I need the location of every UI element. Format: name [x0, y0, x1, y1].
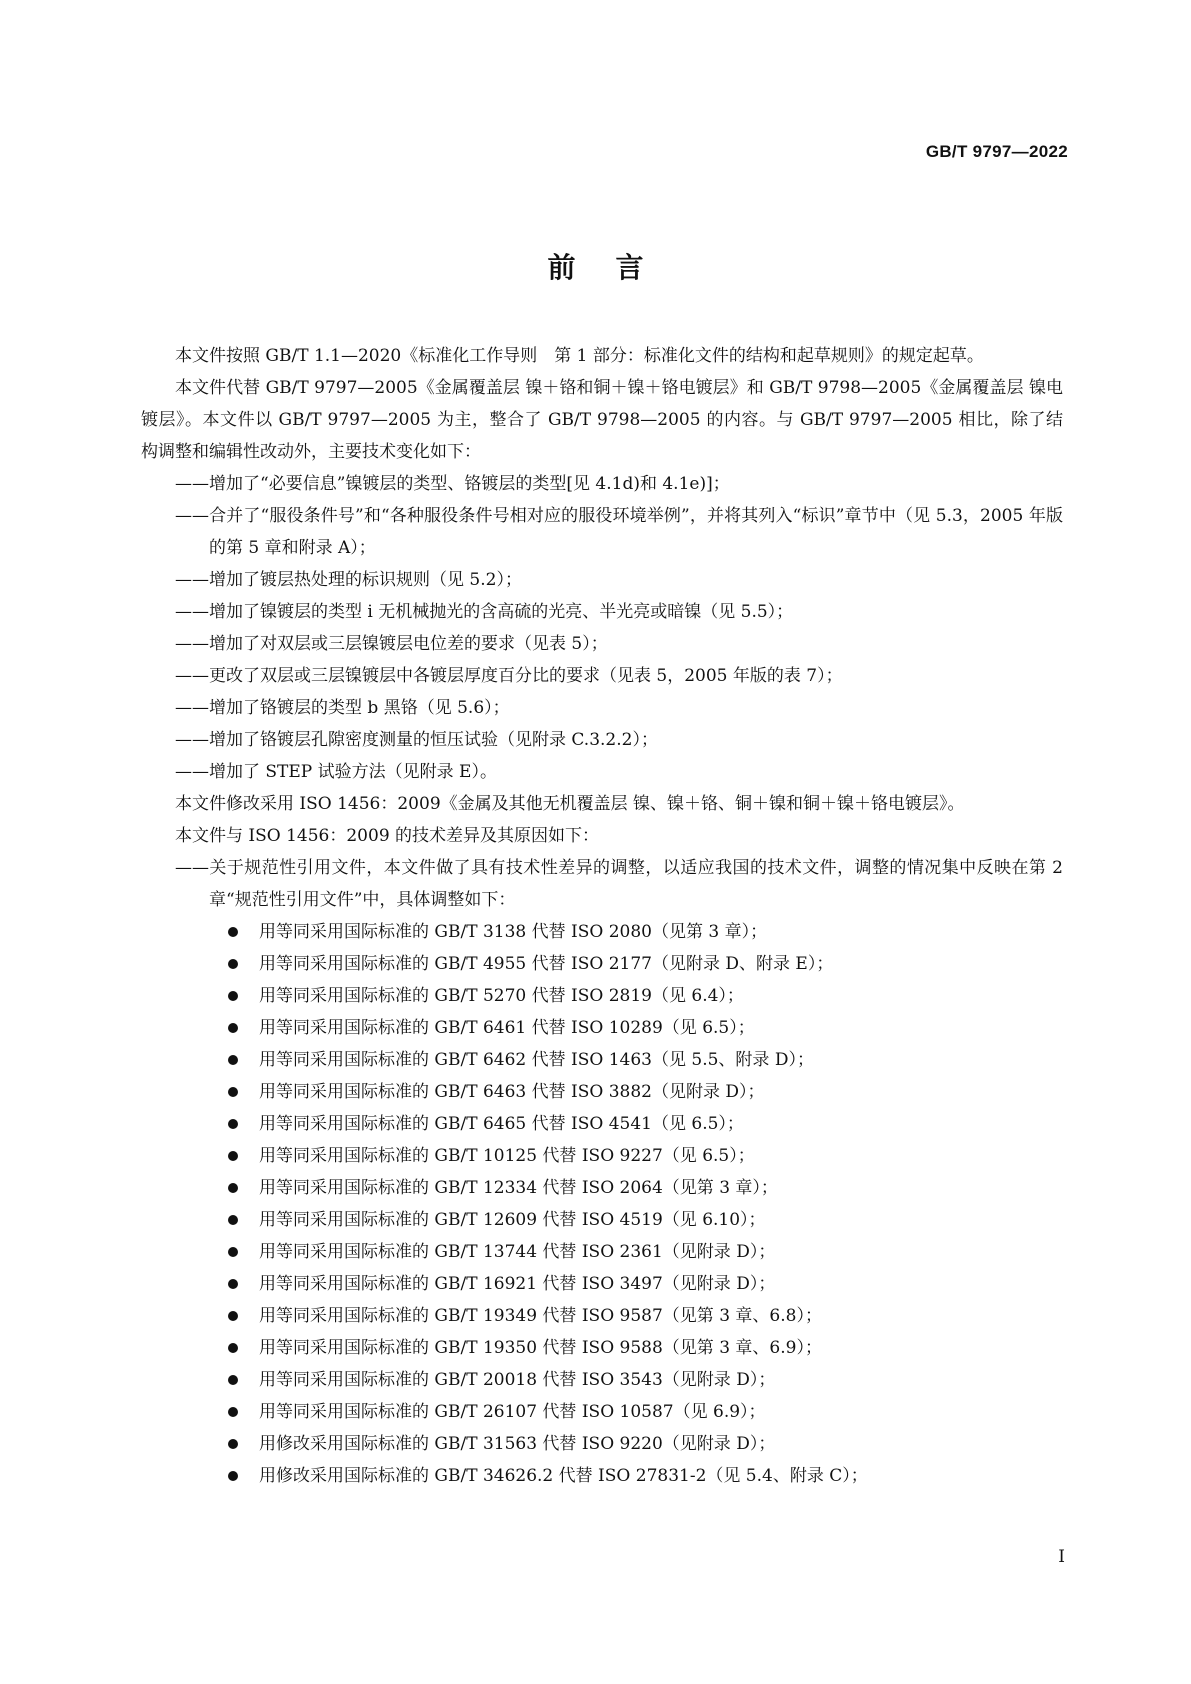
paragraph-replacement: 本文件代替 GB/T 9797—2005《金属覆盖层 镍＋铬和铜＋镍＋铬电镀层》和 GB/T 9798—2005《金属覆盖层 镍电镀层》。本文件以 GB/T 9797—2005 为主，整合了 GB/T 9798—2005 的内容。与 GB/T 9797—2005 相比，除了结构调整和编辑性改动外，主要技术变化如下：: [141, 378, 1063, 462]
change-item: ——增加了“必要信息”镍镀层的类型、铬镀层的类型[见 4.1d)和 4.1e)]；: [175, 474, 730, 494]
list-item-text: 用等同采用国际标准的 GB/T 19350 代替 ISO 9588（见第 3 章、6.9）；: [259, 1338, 822, 1358]
list-item-text: 用等同采用国际标准的 GB/T 5270 代替 ISO 2819（见 6.4）；: [259, 986, 744, 1006]
bullet-icon: [228, 1311, 238, 1321]
list-item-text: 用等同采用国际标准的 GB/T 6463 代替 ISO 3882（见附录 D）；: [259, 1082, 765, 1102]
list-item-text: 用等同采用国际标准的 GB/T 19349 代替 ISO 9587（见第 3 章、6.8）；: [259, 1306, 822, 1326]
change-item: ——增加了镀层热处理的标识规则（见 5.2）；: [175, 570, 522, 590]
bullet-icon: [228, 1215, 238, 1225]
reference-adjustment-list: [141, 916, 1063, 1492]
list-item-text: 用等同采用国际标准的 GB/T 6462 代替 ISO 1463（见 5.5、附录 D）；: [259, 1050, 814, 1070]
list-item-text: 用修改采用国际标准的 GB/T 34626.2 代替 ISO 27831-2（见 5.4、附录 C）；: [259, 1466, 868, 1486]
list-item: [141, 1204, 1063, 1236]
bullet-icon: [228, 1119, 238, 1129]
bullet-icon: [228, 1279, 238, 1289]
bullet-icon: [228, 1375, 238, 1385]
list-item-text: 用等同采用国际标准的 GB/T 10125 代替 ISO 9227（见 6.5）；: [259, 1146, 755, 1166]
change-item: ——合并了“服役条件号”和“各种服役条件号相对应的服役环境举例”，并将其列入“标识”章节中（见 5.3，2005 年版的第 5 章和附录 A）；: [175, 506, 1063, 558]
paragraph-differences: 本文件与 ISO 1456：2009 的技术差异及其原因如下：: [175, 826, 600, 846]
difference-item: ——关于规范性引用文件，本文件做了具有技术性差异的调整，以适应我国的技术文件，调整的情况集中反映在第 2 章“规范性引用文件”中，具体调整如下：: [175, 858, 1063, 910]
change-item: ——增加了铬镀层孔隙密度测量的恒压试验（见附录 C.3.2.2）；: [175, 730, 658, 750]
list-item: [141, 1428, 1063, 1460]
list-item-text: 用等同采用国际标准的 GB/T 20018 代替 ISO 3543（见附录 D）；: [259, 1370, 776, 1390]
bullet-icon: [228, 1055, 238, 1065]
list-item-text: 用等同采用国际标准的 GB/T 12334 代替 ISO 2064（见第 3 章）；: [259, 1178, 778, 1198]
bullet-icon: [228, 1407, 238, 1417]
paragraph-adoption: 本文件修改采用 ISO 1456：2009《金属及其他无机覆盖层 镍、镍＋铬、铜＋镍和铜＋镍＋铬电镀层》。: [175, 794, 965, 814]
list-item-text: 用等同采用国际标准的 GB/T 26107 代替 ISO 10587（见 6.9）；: [259, 1402, 766, 1422]
bullet-icon: [228, 1343, 238, 1353]
bullet-icon: [228, 1439, 238, 1449]
list-item-text: 用修改采用国际标准的 GB/T 31563 代替 ISO 9220（见附录 D）；: [259, 1434, 776, 1454]
bullet-icon: [228, 1183, 238, 1193]
list-item: [141, 948, 1063, 980]
list-item: [141, 1108, 1063, 1140]
change-item: ——增加了铬镀层的类型 b 黑铬（见 5.6）；: [175, 698, 510, 718]
bullet-icon: [228, 1247, 238, 1257]
list-item: [141, 980, 1063, 1012]
bullet-icon: [228, 959, 238, 969]
change-item: ——增加了镍镀层的类型 i 无机械抛光的含高硫的光亮、半光亮或暗镍（见 5.5）；: [175, 602, 794, 622]
bullet-icon: [228, 1471, 238, 1481]
page-number: Ⅰ: [1058, 1547, 1065, 1567]
page-title: 前言: [547, 251, 684, 284]
list-item-text: 用等同采用国际标准的 GB/T 13744 代替 ISO 2361（见附录 D）；: [259, 1242, 776, 1262]
bullet-icon: [228, 1087, 238, 1097]
list-item-text: 用等同采用国际标准的 GB/T 16921 代替 ISO 3497（见附录 D）；: [259, 1274, 776, 1294]
change-item: ——更改了双层或三层镍镀层中各镀层厚度百分比的要求（见表 5，2005 年版的表 7）；: [175, 666, 843, 686]
list-item: [141, 1076, 1063, 1108]
list-item-text: 用等同采用国际标准的 GB/T 6465 代替 ISO 4541（见 6.5）；: [259, 1114, 744, 1134]
list-item-text: 用等同采用国际标准的 GB/T 6461 代替 ISO 10289（见 6.5）；: [259, 1018, 755, 1038]
list-item: [141, 1012, 1063, 1044]
bullet-icon: [228, 1151, 238, 1161]
change-item: ——增加了 STEP 试验方法（见附录 E）。: [175, 762, 497, 782]
list-item: [141, 1364, 1063, 1396]
list-item: [141, 916, 1063, 948]
list-item: [141, 1140, 1063, 1172]
bullet-icon: [228, 927, 238, 937]
document-code: GB/T 9797—2022: [925, 142, 1068, 161]
list-item: [141, 1236, 1063, 1268]
list-item-text: 用等同采用国际标准的 GB/T 3138 代替 ISO 2080（见第 3 章）；: [259, 922, 768, 942]
list-item: [141, 1268, 1063, 1300]
list-item: [141, 1396, 1063, 1428]
list-item: [141, 1332, 1063, 1364]
change-item: ——增加了对双层或三层镍镀层电位差的要求（见表 5）；: [175, 634, 608, 654]
list-item: [141, 1460, 1063, 1492]
foreword-body: [141, 340, 1063, 1492]
bullet-icon: [228, 1023, 238, 1033]
list-item: [141, 1044, 1063, 1076]
list-item-text: 用等同采用国际标准的 GB/T 12609 代替 ISO 4519（见 6.10）；: [259, 1210, 766, 1230]
list-item: [141, 1172, 1063, 1204]
list-item: [141, 1300, 1063, 1332]
paragraph-drafting-rules: 本文件按照 GB/T 1.1—2020《标准化工作导则 第 1 部分：标准化文件的结构和起草规则》的规定起草。: [175, 346, 984, 366]
bullet-icon: [228, 991, 238, 1001]
list-item-text: 用等同采用国际标准的 GB/T 4955 代替 ISO 2177（见附录 D、附录 E）；: [259, 954, 834, 974]
